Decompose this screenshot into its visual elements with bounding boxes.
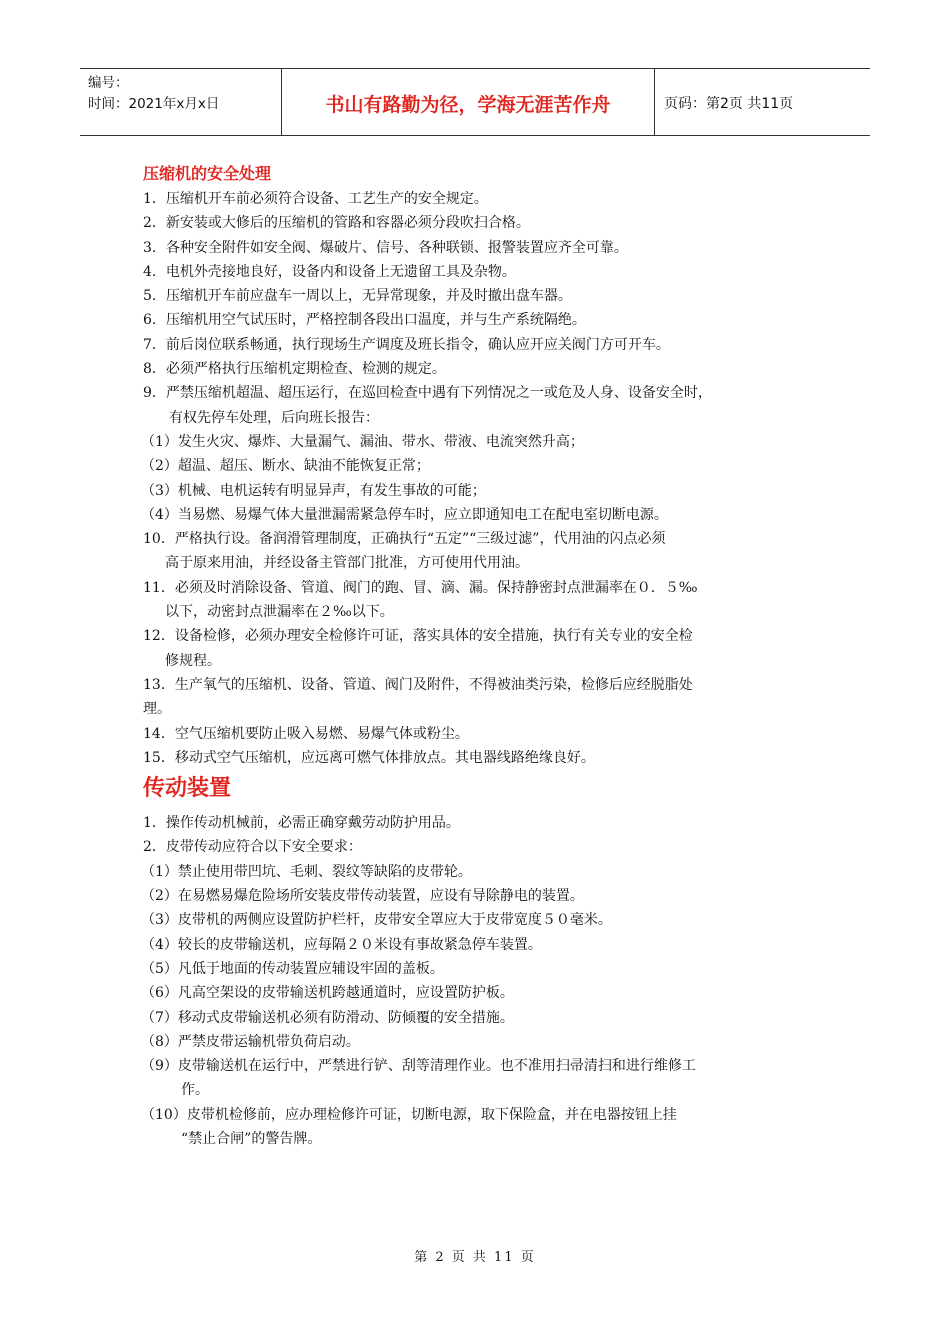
document-body [143, 160, 833, 1151]
list-item: 10．严格执行设。备润滑管理制度，正确执行“五定”“三级过滤”，代用油的闪点必须 [143, 531, 666, 548]
list-item: 2．新安装或大修后的压缩机的管路和容器必须分段吹扫合格。 [143, 215, 530, 232]
list-item-continuation: 理。 [143, 701, 171, 718]
sub-list-item: （3）机械、电机运转有明显异声，有发生事故的可能； [141, 482, 486, 499]
sub-list-item: （6）凡高空架设的皮带输送机跨越通道时，应设置防护板。 [141, 985, 514, 1002]
list-item-continuation: 高于原来用油，并经设备主管部门批准，方可使用代用油。 [165, 555, 529, 572]
sub-list-item: （5）凡低于地面的传动装置应辅设牢固的盖板。 [141, 960, 444, 977]
sub-list-item: （1）禁止使用带凹坑、毛刺、裂纹等缺陷的皮带轮。 [141, 863, 472, 880]
time-label: 时间：2021年x月x日 [88, 96, 220, 112]
list-item: 14．空气压缩机要防止吸入易燃、易爆气体或粉尘。 [143, 725, 469, 742]
sub-list-item: （1）发生火灾、爆炸、大量漏气、漏油、带水、带液、电流突然升高； [141, 433, 584, 450]
list-item: 3．各种安全附件如安全阀、爆破片、信号、各种联锁、报警装置应齐全可靠。 [143, 239, 628, 256]
list-item: 2．皮带传动应符合以下安全要求： [143, 839, 362, 856]
sub-list-item: （4）较长的皮带输送机，应每隔２０米设有事故紧急停车装置。 [141, 936, 542, 953]
sub-list-item-continuation: 作。 [181, 1082, 209, 1099]
sub-list-item: （2）在易燃易爆危险场所安装皮带传动装置，应设有导除静电的装置。 [141, 888, 584, 905]
list-item: 4．电机外壳接地良好，设备内和设备上无遗留工具及杂物。 [143, 263, 516, 280]
number-label: 编号： [88, 75, 129, 91]
list-item: 7．前后岗位联系畅通，执行现场生产调度及班长指令，确认应开应关阀门方可开车。 [143, 336, 670, 353]
list-item-continuation: 修规程。 [165, 652, 221, 669]
sub-list-item: （7）移动式皮带输送机必须有防滑动、防倾覆的安全措施。 [141, 1009, 514, 1026]
section-title-transmission: 传动装置 [143, 776, 232, 802]
list-item: 9．严禁压缩机超温、超压运行，在巡回检查中遇有下列情况之一或危及人身、设备安全时， [143, 385, 712, 402]
header-motto: 书山有路勤为径，学海无涯苦作舟 [282, 69, 655, 135]
list-item: 1．压缩机开车前必须符合设备、工艺生产的安全规定。 [143, 191, 488, 207]
sub-list-item: （4）当易燃、易爆气体大量泄漏需紧急停车时，应立即通知电工在配电室切断电源。 [141, 506, 668, 523]
list-item: 12．设备检修，必须办理安全检修许可证，落实具体的安全措施，执行有关专业的安全检 [143, 628, 693, 645]
header-meta [80, 69, 282, 135]
list-item: 11．必须及时消除设备、管道、阀门的跑、冒、滴、漏。保持静密封点泄漏率在０．５‰ [143, 579, 698, 596]
list-item: 13．生产氧气的压缩机、设备、管道、阀门及附件，不得被油类污染，检修后应经脱脂处 [143, 676, 693, 693]
list-item-continuation: 有权先停车处理，后向班长报告： [169, 409, 379, 426]
sub-list-item: （8）严禁皮带运输机带负荷启动。 [141, 1033, 360, 1050]
sub-list-item-continuation: “禁止合闸”的警告牌。 [181, 1130, 322, 1147]
section-title-compressor: 压缩机的安全处理 [143, 164, 272, 183]
list-item-continuation: 以下，动密封点泄漏率在２‰以下。 [165, 604, 394, 621]
list-item: 6．压缩机用空气试压时，严格控制各段出口温度，并与生产系统隔绝。 [143, 312, 586, 329]
list-item: 1．操作传动机械前，必需正确穿戴劳动防护用品。 [143, 815, 460, 832]
list-item: 15．移动式空气压缩机，应远离可燃气体排放点。其电器线路绝缘良好。 [143, 749, 595, 766]
list-item: 8．必须严格执行压缩机定期检查、检测的规定。 [143, 361, 446, 378]
sub-list-item: （10）皮带机检修前，应办理检修许可证，切断电源，取下保险盒，并在电器按钮上挂 [141, 1106, 677, 1123]
header-page-info: 页码：第2页 共11页 [664, 96, 794, 112]
page-footer: 第 2 页 共 11 页 [414, 1250, 536, 1265]
page-header [80, 68, 870, 136]
sub-list-item: （2）超温、超压、断水、缺油不能恢复正常； [141, 458, 430, 475]
sub-list-item: （9）皮带输送机在运行中，严禁进行铲、刮等清理作业。也不准用扫帚清扫和进行维修工 [141, 1058, 696, 1075]
sub-list-item: （3）皮带机的两侧应设置防护栏杆，皮带安全罩应大于皮带宽度５０毫米。 [141, 912, 612, 929]
list-item: 5．压缩机开车前应盘车一周以上，无异常现象，并及时撤出盘车器。 [143, 288, 572, 305]
